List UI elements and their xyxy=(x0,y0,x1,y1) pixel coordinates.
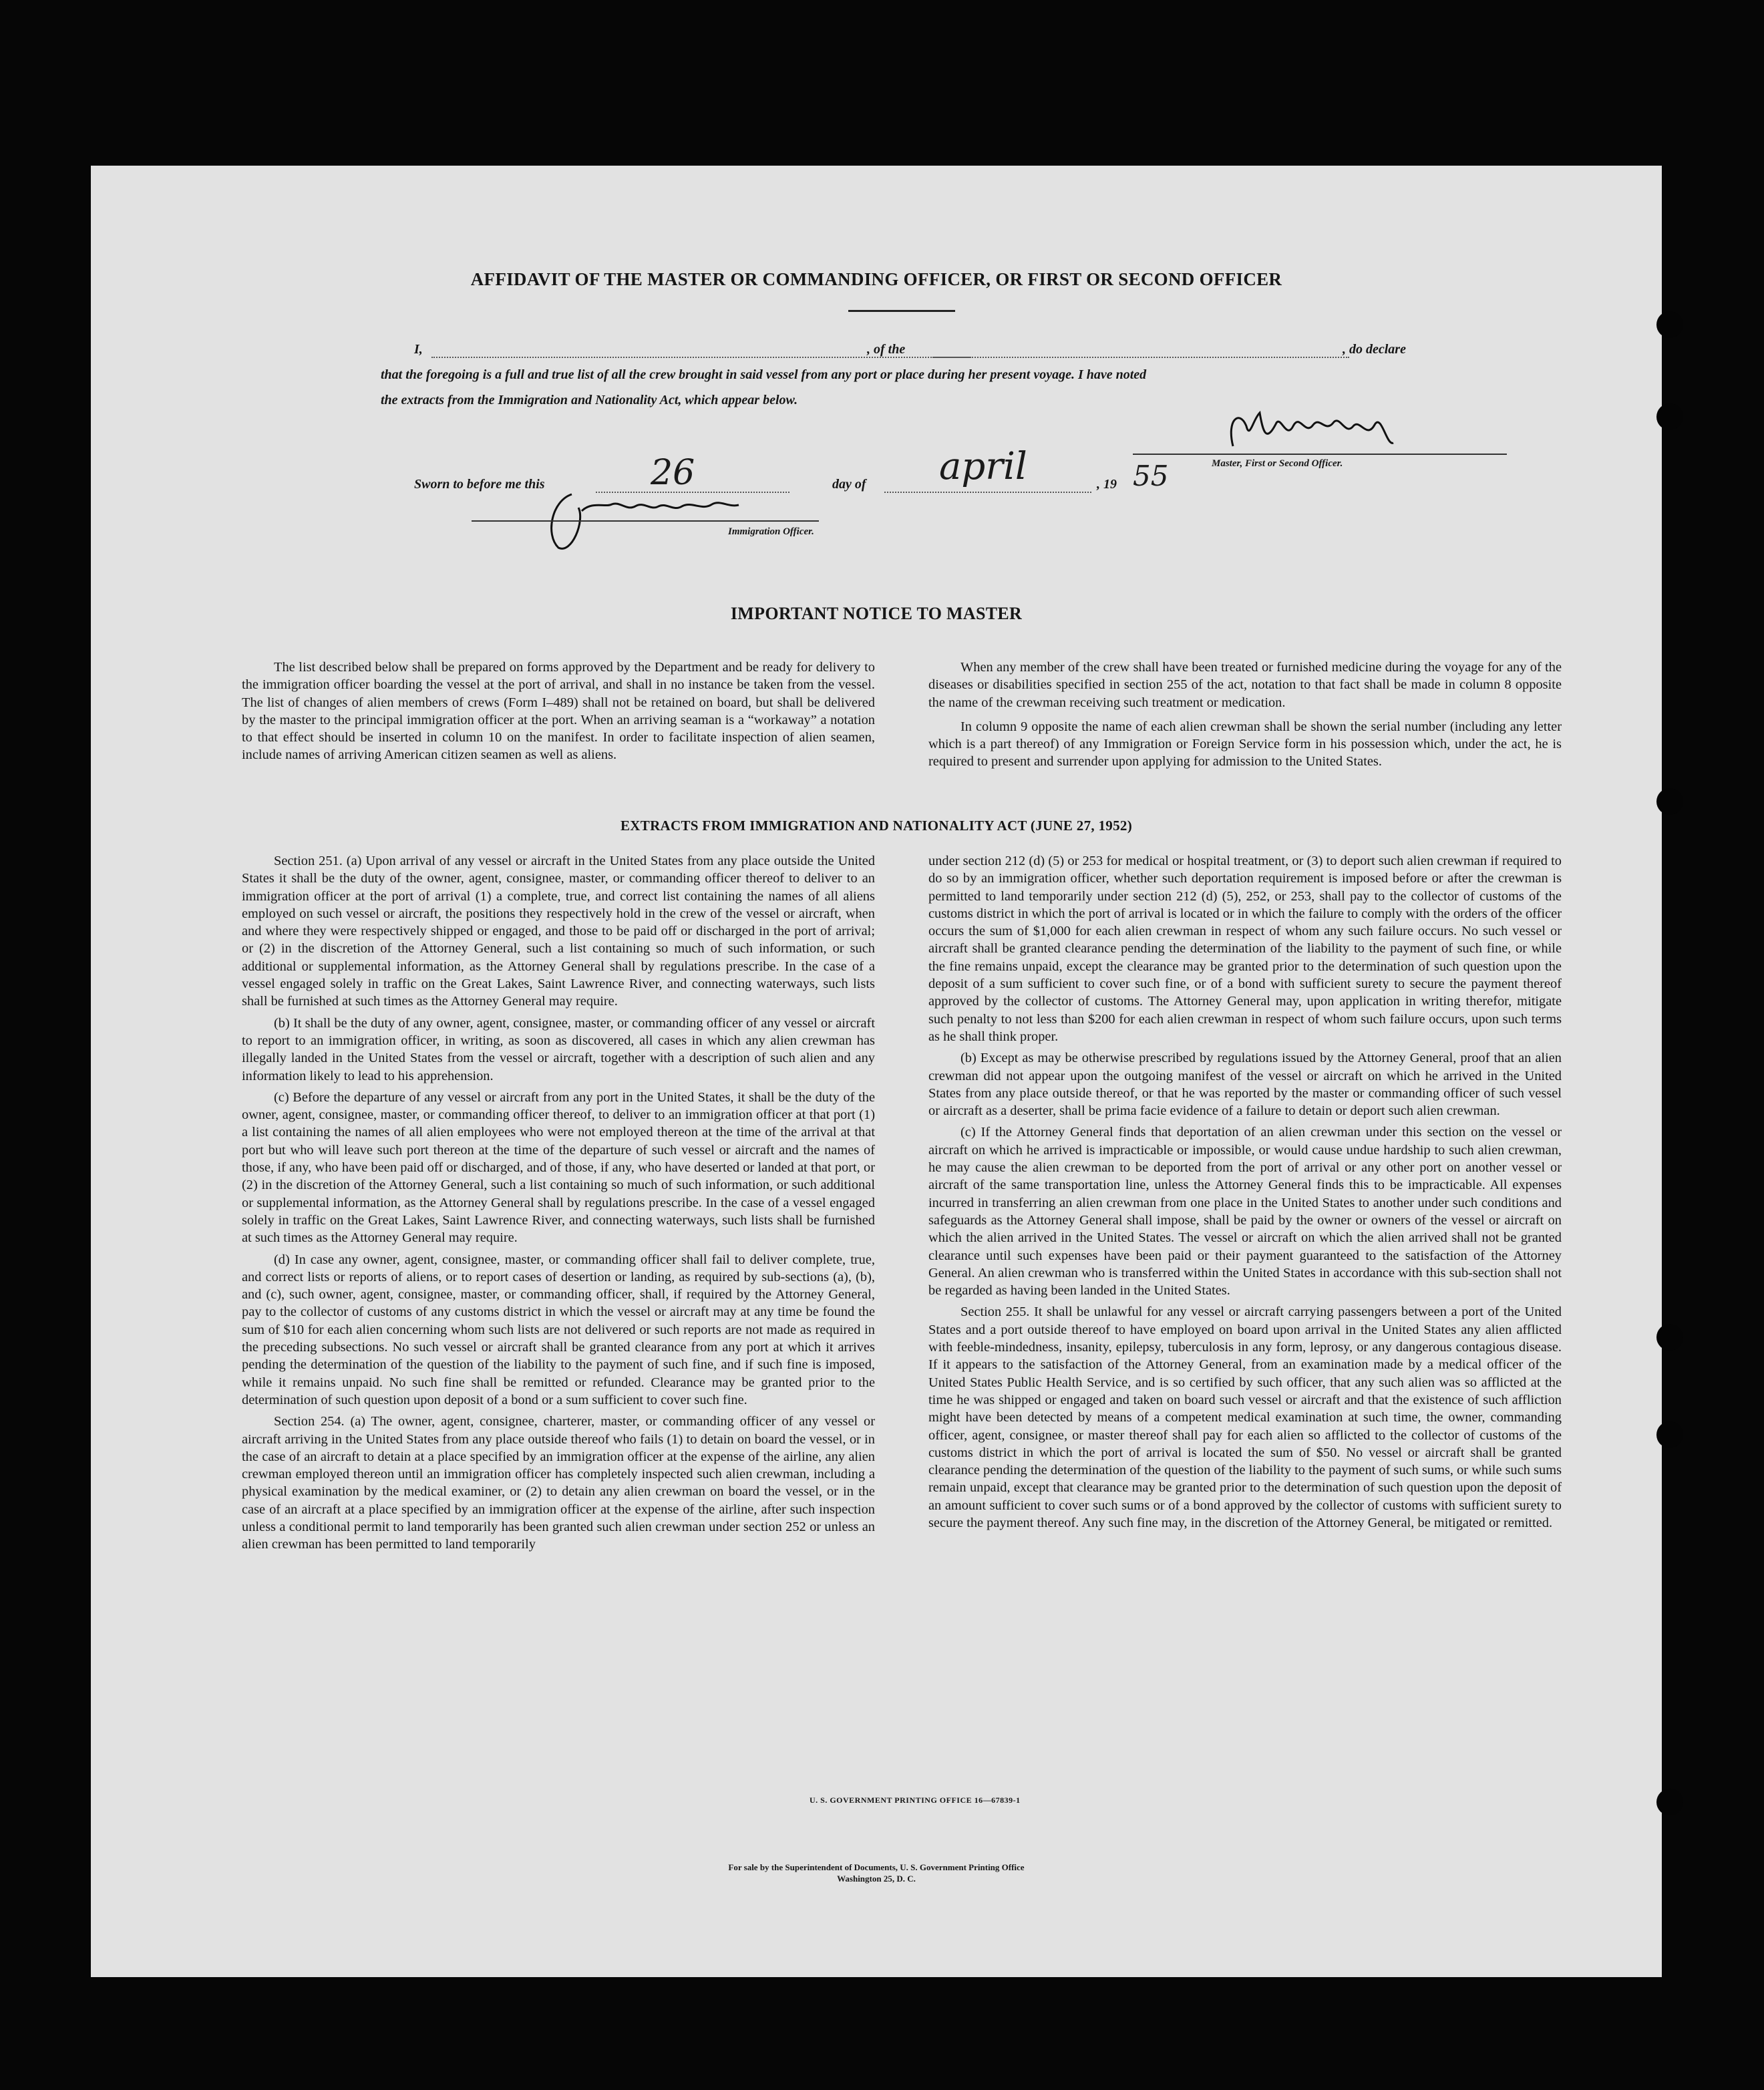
sworn-month-handwritten: april xyxy=(939,445,1027,488)
i-label: I, xyxy=(414,342,423,357)
extract-section-251d: (d) In case any owner, agent, consignee, master, or commanding officer shall fail to deliver complete, true, and correct lists or reports of aliens, or to report cases of desertion or landing, as required by sub-sections (a), (b), and (c), such owner, agent, consignee, master, or commanding officer, shall, if required by the Attorney General, pay to the collector of customs of any customs district in which the vessel or aircraft may at any time be found the sum of $10 for each alien concerning whom such lists are not delivered or such reports are not made as required in the preceding subsections. No such vessel or aircraft shall be granted clearance from any port at which it arrives pending the determination of the question of the liability to the payment of such fine, and if such fine is imposed, while it remains unpaid. No such fine shall be remitted or refunded. Clearance may be granted prior to the determination of such question upon deposit of a bond or a sum sufficient to cover such fine. xyxy=(242,1252,875,1407)
extract-section-254a-cont: under section 212 (d) (5) or 253 for medical or hospital treatment, or (3) to deport such alien crewman if required to do so by an immigration officer, whether such deportation requirement is imposed before or after the crewman is permitted to land temporarily under section 212 (d) (5), 252, or 253, shall pay to the collector of customs of the customs district in which the port of arrival is located or in which the failure to comply with the orders of the officer occurs the sum of $1,000 for each alien crewman in respect of whom any such failure occurs. No such vessel or aircraft shall be granted clearance pending the determination of the liability to the payment of such fine, or while the fine remains unpaid, except the clearance may be granted prior to the determination of such question upon the deposit of a sum sufficient to cover such fine, or of a bond with sufficient surety to secure the payment thereof approved by the collector of customs. The Attorney General may, upon application in writing therefor, mitigate such penalty to not less than $200 for each alien crewman in respect of whom such failure occurs, upon such terms as he shall think proper. xyxy=(928,854,1562,1044)
year-prefix: , 19 xyxy=(1097,477,1117,492)
sale-line-1: For sale by the Superintendent of Documents, U. S. Government Printing Office xyxy=(728,1862,1025,1872)
punch-hole xyxy=(1656,1789,1683,1815)
extracts-title: EXTRACTS FROM IMMIGRATION AND NATIONALITY ACT (JUNE 27, 1952) xyxy=(621,818,1132,834)
sworn-year-handwritten: 55 xyxy=(1133,460,1169,492)
extract-section-251c: (c) Before the departure of any vessel or aircraft from any port in the United States, it shall be the duty of the owner, agent, consignee, master, or commanding officer thereof, to deliver to an immigration officer at that port (1) a list containing the names of all alien employees who were not employed thereon at the time of the arrival at that port but who will leave such port thereon at the time of the departure of such vessel or aircraft and the names of those, if any, who have been paid off or discharged, and of those, if any, who have deserted or landed at that port, or (2) in the discretion of the Attorney General, such a list containing so much of such information, or such additional or supplemental information, as the Attorney General shall by regulations prescribe. In the case of a vessel engaged solely in traffic on the Great Lakes, Saint Lawrence River, and connecting waterways, such lists shall be furnished at such times as the Attorney General may require. xyxy=(242,1089,875,1246)
notice-right-paragraph-1: When any member of the crew shall have been treated or furnished medicine during the voyage for any of the diseases or disabilities specified in section 255 of the act, notation to that fact shall be made in column 8 opposite the name of the crewman receiving such treatment or medication. xyxy=(928,660,1562,710)
extracts-left-column xyxy=(242,852,875,1554)
do-declare-label: , do declare xyxy=(1343,342,1406,357)
sworn-day-handwritten: 26 xyxy=(651,453,695,493)
affidavit-title: AFFIDAVIT OF THE MASTER OR COMMANDING OFFICER, OR FIRST OR SECOND OFFICER xyxy=(470,269,1282,289)
document-page xyxy=(91,166,1662,1977)
sworn-label: Sworn to before me this xyxy=(414,477,545,492)
notice-left-paragraph: The list described below shall be prepared on forms approved by the Department and be ready for delivery to the immigration officer boarding the vessel at the port of arrival, and shall in no instance be taken from the vessel. The list of changes of alien members of crews (Form I–489) shall not be retained on board, but shall be delivered by the master to the principal immigration officer at the port. When an arriving seaman is a “workaway” a notation to that effect should be inserted in column 10 on the manifest. In order to facilitate inspection of alien seamen, include names of arriving American citizen seamen as well as aliens. xyxy=(242,660,875,763)
extracts-right-column xyxy=(928,852,1562,1532)
officer-signature xyxy=(472,481,846,561)
punch-hole xyxy=(1656,311,1683,338)
extract-section-254b: (b) Except as may be otherwise prescribed by regulations issued by the Attorney General, proof that an alien crewman did not appear upon the outgoing manifest of the vessel or aircraft on which he arrived in the United States from any place outside thereof, or that he was reported by the master or commanding officer of such vessel or aircraft as a deserter, shall be prima facie evidence of a failure to detain or deport such alien crewman. xyxy=(928,1051,1562,1119)
officer-caption: Immigration Officer. xyxy=(728,526,814,537)
sale-line-2: Washington 25, D. C. xyxy=(837,1874,916,1884)
declaration-line-1: that the foregoing is a full and true list of all the crew brought in said vessel from any port or place during her present voyage. I have noted xyxy=(381,367,1147,382)
extract-section-251b: (b) It shall be the duty of any owner, agent, consignee, master, or commanding officer of any vessel or aircraft to report to an immigration officer, in writing, as soon as discovered, all cases in which any alien crewman has illegally landed in the United States from the vessel or aircraft, together with a description of such alien and any information likely to lead to his apprehension. xyxy=(242,1015,875,1083)
day-of-label: day of xyxy=(832,477,866,492)
extract-section-251a: Section 251. (a) Upon arrival of any vessel or aircraft in the United States from any place outside the United States it shall be the duty of the owner, agent, consignee, master, or commanding officer thereof to deliver to an immigration officer at the port of arrival (1) a complete, true, and correct list containing the names of all aliens employed on such vessel or aircraft, the positions they respectively hold in the crew of the vessel or aircraft, when and where they were respectively shipped or engaged, and those to be paid off or discharged in the port of arrival; or (2) in the discretion of the Attorney General, such a list containing so much of such information, or such additional or supplemental information, as the Attorney General shall by regulations prescribe. In the case of a vessel engaged solely in traffic on the Great Lakes, Saint Lawrence River, and connecting waterways, such lists shall be furnished at such times as the Attorney General may require. xyxy=(242,854,875,1009)
notice-right-paragraph-2: In column 9 opposite the name of each alien crewman shall be shown the serial number (including any letter which is a part thereof) of any Immigration or Foreign Service form in his possession which, under the act, he is required to present and surrender upon applying for admission to the United States. xyxy=(928,719,1562,769)
punch-hole xyxy=(1656,403,1683,430)
punch-hole xyxy=(1656,788,1683,815)
master-signature xyxy=(1133,406,1507,460)
vessel-blank xyxy=(932,357,1349,358)
month-blank xyxy=(884,492,1091,493)
extract-section-254c: (c) If the Attorney General finds that deportation of an alien crewman under this section on the vessel or aircraft on which he arrived is impracticable or impossible, or would cause undue hardship to such alien crewman, he may cause the alien crewman to be deported from the port of arrival or any other port on another vessel or aircraft of the same transportation line, unless the Attorney General finds this to be impracticable. All expenses incurred in transferring an alien crewman from one place in the United States to another under such conditions and safeguards as the Attorney General shall impose, shall be paid by the owner or owners of the vessel or aircraft on which the alien arrived in the United States. The vessel or aircraft on which the alien arrived shall not be granted clearance until such expenses have been paid or their payment guaranteed to the satisfaction of the Attorney General. An alien crewman who is transferred within the United States in accordance with this sub-section shall not be regarded as having been landed in the United States. xyxy=(928,1125,1562,1298)
printer-line: U. S. GOVERNMENT PRINTING OFFICE 16—67839-1 xyxy=(810,1795,1021,1805)
declaration-line-2: the extracts from the Immigration and Nationality Act, which appear below. xyxy=(381,393,798,407)
notice-right-column xyxy=(928,659,1562,771)
extract-section-255: Section 255. It shall be unlawful for any vessel or aircraft carrying passengers between a port of the United States and a port outside thereof to have employed on board upon arrival in the United States any alien afflicted with feeble-mindedness, insanity, epilepsy, tuberculosis in any form, leprosy, or any dangerous contagious disease. If it appears to the satisfaction of the Attorney General, from an examination made by a medical officer of the United States Public Health Service, and is so certified by such officer, that any such alien was so afflicted at the time he was shipped or engaged and taken on board such vessel or aircraft and that the existence of such affliction might have been detected by means of a competent medical examination at such time, the owner, commanding officer, agent, consignee, or master thereof shall pay for each alien so afflicted to the collector of customs of the customs district in which the port of arrival is located the sum of $50. No vessel or aircraft shall be granted clearance pending the determination of the question of the liability to the payment of such sums, or while such sums remain unpaid, except that clearance may be granted prior to the determination of such question upon the deposit of an amount sufficient to cover such sums or of a bond approved by the collector of customs with sufficient surety to secure the payment thereof. Any such fine may, in the discretion of the Attorney General, be mitigated or remitted. xyxy=(928,1304,1562,1530)
notice-title: IMPORTANT NOTICE TO MASTER xyxy=(730,604,1023,623)
of-the-label: , of the xyxy=(867,342,906,357)
punch-hole xyxy=(1656,1324,1683,1351)
punch-hole xyxy=(1656,1421,1683,1448)
title-underline xyxy=(848,310,955,312)
extract-section-254a: Section 254. (a) The owner, agent, consignee, charterer, master, or commanding officer of any vessel or aircraft arriving in the United States from any place outside thereof who fails (1) to detain on board the vessel, or in the case of an aircraft to detain at a place specified by an immigration officer at the expense of the airline, any alien crewman employed thereon until an immigration officer has completely inspected such alien crewman, including a physical examination by the medical examiner, or (2) to detain any alien crewman on board the vessel, or in the case of an aircraft at a place specified by an immigration officer at the expense of the airline, after such inspection unless a conditional permit to land temporarily has been granted such alien crewman under section 252 or unless an alien crewman has been permitted to land temporarily xyxy=(242,1414,875,1552)
master-caption: Master, First or Second Officer. xyxy=(1212,458,1343,469)
notice-left-column xyxy=(242,659,875,764)
